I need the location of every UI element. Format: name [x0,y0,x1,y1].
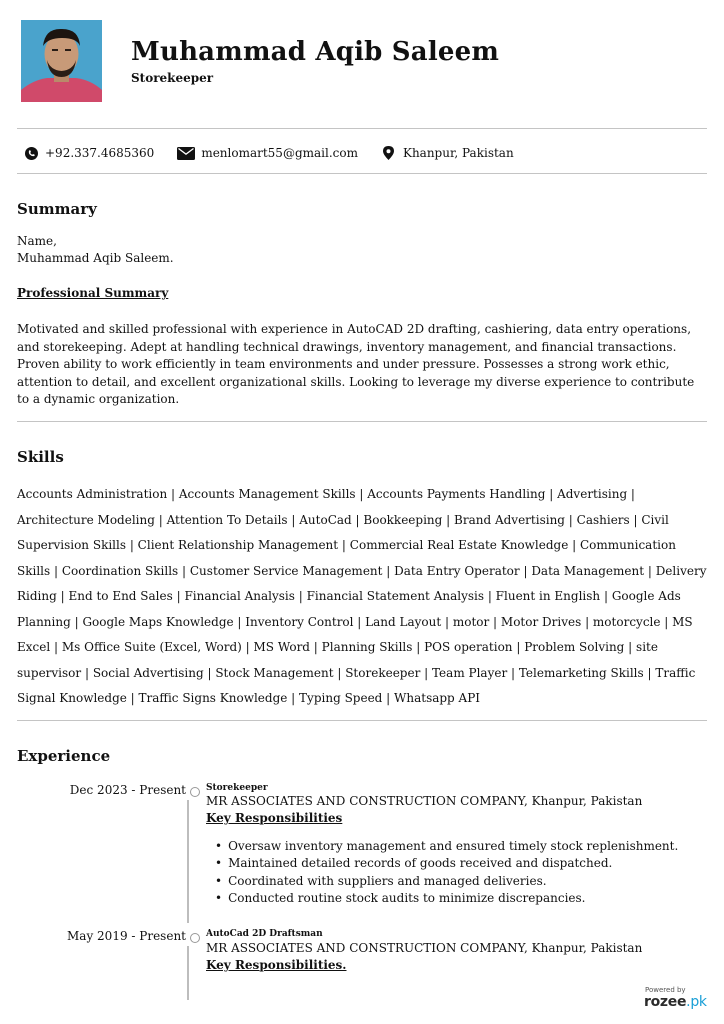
key-responsibilities-label: Key Responsibilities [206,811,343,825]
envelope-icon [176,146,196,160]
job-dates: Dec 2023 - Present [69,783,186,797]
job-company: MR ASSOCIATES AND CONSTRUCTION COMPANY, Khanpur, Pakistan [206,794,643,808]
profile-photo [21,20,102,102]
location-text: Khanpur, Pakistan [402,146,514,160]
skills-list: Accounts Administration | Accounts Management Skills | Accounts Payments Handling | Advertising | Architecture Modeling | Attention To Details | AutoCad | Bookkeeping | Brand Advertising | Cashiers | Civil Supervision Skills | Client Relationship Management | Commercial Real Estate Knowledge | Communication Skills | Coordination Skills | Customer Service Management | Data Entry Operator | Data Management | Delivery Riding | End to End Sales | Financial Analysis | Financial Statement Analysis | Fluent in English | Google Ads Planning | Google Maps Knowledge | Inventory Control | Land Layout | motor | Motor Drives | motorcycle | MS Excel | Ms Office Suite (Excel, Word) | MS Word | Planning Skills | POS operation | Problem Solving | site supervisor | Social Advertising | Stock Management | Storekeeper | Team Player | Telemarketing Skills | Traffic Signal Knowledge | Traffic Signs Knowledge | Typing Speed | Whatsapp API [17,487,707,705]
summary-name-value: Muhammad Aqib Saleem. [17,251,174,265]
phone-number[interactable]: +92.337.4685360 [45,146,155,160]
brand-name: rozee [644,994,687,1010]
timeline-line [187,946,189,1000]
timeline-dot [190,933,200,943]
candidate-name: Muhammad Aqib Saleem [131,37,500,67]
powered-by-label: Powered by [645,986,686,994]
brand-tld: .pk [686,994,707,1010]
job-title: AutoCad 2D Draftsman [206,929,323,939]
divider [17,128,707,129]
list-item: • Maintained detailed records of goods received and dispatched. [229,855,678,872]
contact-email [176,146,358,160]
candidate-role: Storekeeper [131,71,214,85]
list-item: • Coordinated with suppliers and managed deliveries. [229,873,678,890]
job-dates: May 2019 - Present [67,929,186,943]
responsibilities-list [229,838,678,908]
summary-heading: Summary [17,200,97,218]
job-title: Storekeeper [206,783,268,793]
contact-phone [22,146,154,160]
brand-logo [644,994,707,1010]
professional-summary-text: Motivated and skilled professional with experience in AutoCAD 2D drafting, cashiering, data entry operations, and storekeeping. Adept at handling technical drawings, inventory management, and financial transactions. Proven ability to work efficiently in team environments and under pressure. Possesses a strong work ethic, attention to detail, and excellent organizational skills. Looking to leverage my diverse experience to contribute to a dynamic organization. [17,322,695,407]
divider [17,421,707,422]
timeline-dot [190,787,200,797]
list-item: • Conducted routine stock audits to minimize discrepancies. [229,890,678,907]
divider [17,173,707,174]
skills-heading: Skills [17,448,64,466]
list-item: • Oversaw inventory management and ensured timely stock replenishment. [229,838,678,855]
job-company: MR ASSOCIATES AND CONSTRUCTION COMPANY, Khanpur, Pakistan [206,941,643,955]
timeline-line [187,800,189,923]
key-responsibilities-label: Key Responsibilities. [206,958,347,972]
location-pin-icon [380,146,398,160]
contact-bar [22,146,536,160]
divider [17,720,707,721]
summary-name-label: Name, [17,234,57,248]
experience-heading: Experience [17,747,111,765]
contact-location [380,146,514,160]
email-address[interactable]: menlomart55@gmail.com [201,146,358,160]
professional-summary-heading: Professional Summary [17,286,169,300]
phone-icon [22,146,40,160]
